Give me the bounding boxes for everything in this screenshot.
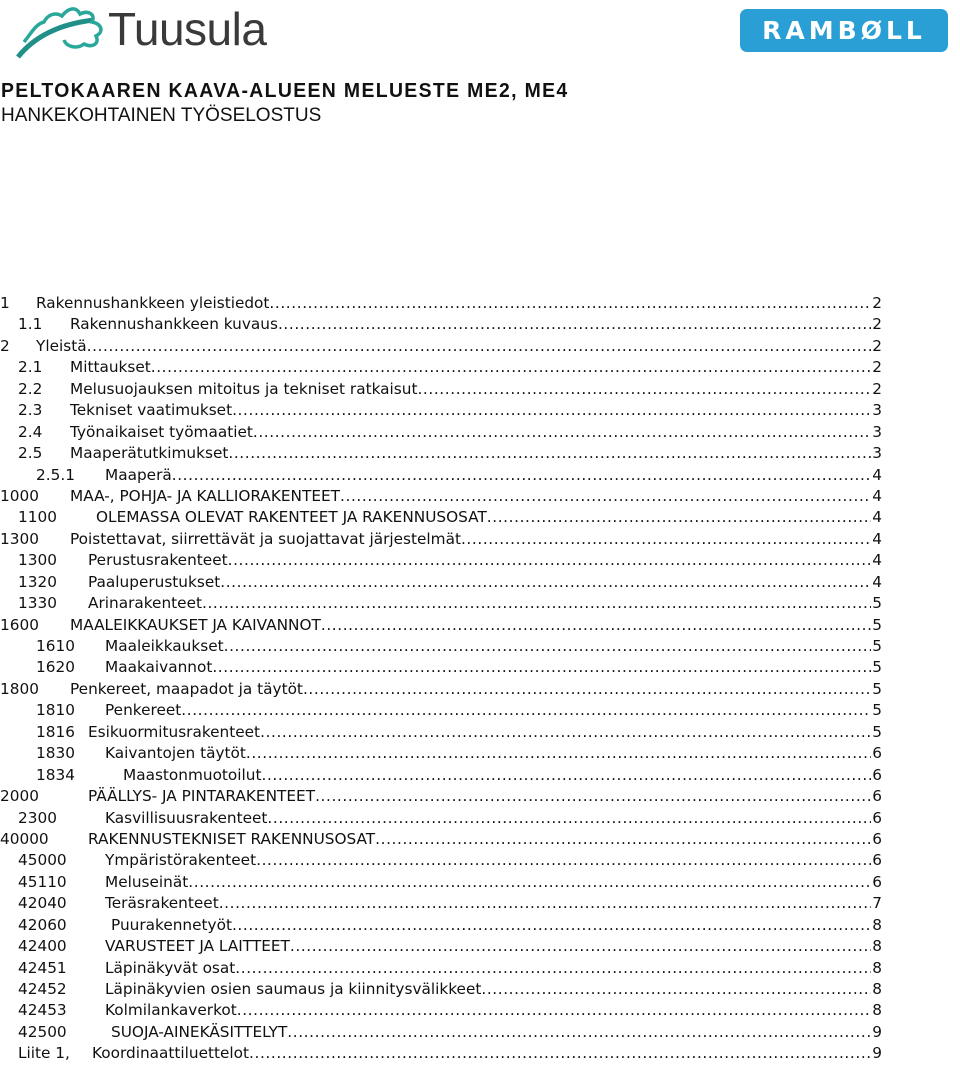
toc-entry-number: Liite 1, (18, 1044, 70, 1063)
toc-entry-title[interactable]: Työnaikaiset työmaatiet (70, 422, 253, 441)
toc-entry-number: 42400 (18, 937, 67, 956)
toc-entry-page: 6 (872, 744, 882, 763)
toc-entry-title[interactable]: SUOJA-AINEKÄSITTELYT (111, 1022, 288, 1041)
toc-entry-page: 6 (872, 787, 882, 806)
dot-leader (260, 722, 871, 743)
toc-entry-page: 8 (872, 915, 882, 934)
toc-entry-number: 40000 (0, 829, 49, 848)
dot-leader (461, 529, 871, 550)
dot-leader (321, 615, 871, 636)
toc-entry-title[interactable]: PÄÄLLYS- JA PINTARAKENTEET (88, 787, 316, 806)
dot-leader (375, 829, 871, 850)
toc-entry[interactable] (0, 293, 882, 314)
toc-entry-number: 42452 (18, 980, 67, 998)
toc-entry-page: 6 (872, 851, 882, 870)
dot-leader (237, 1000, 872, 1021)
dot-leader (87, 336, 872, 357)
document-subtitle: HANKEKOHTAINEN TYÖSELOSTUS (1, 105, 322, 126)
dot-leader (232, 915, 871, 936)
toc-entry[interactable] (0, 657, 882, 678)
dot-leader (481, 979, 871, 1000)
toc-entry-number: 1320 (18, 572, 57, 591)
toc-entry-title[interactable]: Läpinäkyvät osat (105, 958, 236, 977)
toc-entry[interactable] (0, 422, 882, 443)
toc-entry-title[interactable]: RAKENNUSTEKNISET RAKENNUSOSAT (88, 829, 376, 848)
toc-entry-page: 6 (872, 829, 882, 848)
toc-entry-number: 2.5.1 (36, 465, 75, 484)
toc-entry-number: 2.5 (18, 444, 43, 463)
table-of-contents (0, 293, 882, 1065)
toc-entry-page: 8 (872, 1001, 882, 1020)
toc-entry-number: 1834 (36, 765, 75, 784)
toc-entry[interactable] (0, 379, 882, 400)
toc-entry-page: 5 (872, 722, 882, 741)
dot-leader (315, 786, 871, 807)
toc-entry-number: 45110 (18, 872, 67, 891)
toc-entry-number: 2300 (18, 808, 57, 827)
dot-leader (417, 379, 871, 400)
toc-entry-number: 1610 (36, 637, 75, 655)
toc-entry-title[interactable]: OLEMASSA OLEVAT RAKENTEET JA RAKENNUSOSAT (96, 508, 487, 527)
toc-entry-page: 2 (872, 294, 882, 312)
toc-entry[interactable] (0, 743, 882, 764)
toc-entry-title[interactable]: Perustusrakenteet (88, 551, 228, 570)
toc-entry-page: 2 (872, 315, 882, 334)
toc-entry[interactable] (0, 636, 882, 657)
toc-entry-title[interactable]: Kasvillisuusrakenteet (105, 808, 268, 827)
toc-entry-number: 1000 (0, 486, 39, 505)
toc-entry-title[interactable]: Maastonmuotoilut (123, 765, 262, 784)
toc-entry[interactable] (0, 829, 882, 850)
toc-entry-title[interactable]: Mittaukset (70, 358, 151, 377)
toc-entry[interactable] (0, 979, 882, 1000)
toc-entry-page: 4 (872, 529, 882, 548)
toc-entry[interactable] (0, 679, 882, 700)
toc-entry-number: 1800 (0, 679, 39, 698)
toc-entry[interactable] (0, 336, 882, 357)
toc-entry[interactable] (0, 400, 882, 421)
toc-entry-number: 2000 (0, 787, 39, 806)
toc-entry-number: 45000 (18, 851, 67, 870)
toc-entry-title[interactable]: Meluseinät (105, 872, 189, 891)
dot-leader (269, 293, 871, 314)
toc-entry-number: 1 (0, 294, 10, 312)
dot-leader (181, 700, 871, 721)
toc-entry[interactable] (0, 593, 882, 614)
toc-entry-title[interactable]: Teräsrakenteet (105, 894, 219, 913)
toc-entry-title[interactable]: Paaluperustukset (88, 572, 221, 591)
toc-entry[interactable] (0, 786, 882, 807)
toc-entry-page: 5 (872, 594, 882, 613)
toc-entry-title[interactable]: MAA-, POHJA- JA KALLIORAKENTEET (70, 486, 341, 505)
dot-leader (246, 743, 871, 764)
toc-entry-page: 3 (872, 444, 882, 463)
toc-entry-title[interactable]: Poistettavat, siirrettävät ja suojattavat järjestelmät (70, 529, 461, 548)
dot-leader (256, 850, 871, 871)
toc-entry-number: 1330 (18, 594, 57, 613)
toc-entry-title[interactable]: Maaleikkaukset (105, 637, 224, 655)
toc-entry-page: 5 (872, 615, 882, 634)
toc-entry-title[interactable]: Rakennushankkeen kuvaus (70, 315, 278, 334)
dot-leader (278, 314, 871, 335)
toc-entry[interactable] (0, 765, 882, 786)
toc-entry-number: 42500 (18, 1022, 67, 1041)
toc-entry[interactable] (0, 529, 882, 550)
toc-entry-number: 42451 (18, 958, 67, 977)
toc-entry[interactable] (0, 357, 882, 378)
toc-entry[interactable] (0, 850, 882, 871)
toc-entry[interactable] (0, 915, 882, 936)
dot-leader (228, 443, 871, 464)
dot-leader (340, 486, 871, 507)
toc-entry-page: 6 (872, 765, 882, 784)
toc-entry-page: 9 (872, 1044, 882, 1063)
toc-entry-page: 5 (872, 637, 882, 655)
toc-entry-page: 2 (872, 358, 882, 377)
toc-entry[interactable] (0, 1000, 882, 1021)
toc-entry[interactable] (0, 615, 882, 636)
toc-entry-number: 2 (0, 336, 10, 355)
dot-leader (232, 400, 871, 421)
toc-entry-title[interactable]: VARUSTEET JA LAITTEET (105, 937, 290, 956)
toc-entry-number: 42040 (18, 894, 67, 913)
toc-entry-title[interactable]: Tekniset vaatimukset (70, 401, 233, 420)
toc-entry-number: 1600 (0, 615, 39, 634)
dot-leader (212, 657, 871, 678)
toc-entry-number: 1830 (36, 744, 75, 763)
toc-entry-number: 42060 (18, 915, 67, 934)
dot-leader (202, 593, 871, 614)
toc-entry-page: 3 (872, 401, 882, 420)
toc-entry-title[interactable]: Kolmilankaverkot (105, 1001, 237, 1020)
toc-entry[interactable] (0, 722, 882, 743)
toc-entry-page: 3 (872, 422, 882, 441)
toc-entry-number: 1816 (36, 722, 75, 741)
toc-entry[interactable] (0, 572, 882, 593)
dot-leader (151, 357, 872, 378)
toc-entry[interactable] (0, 872, 882, 893)
toc-entry-title[interactable]: Arinarakenteet (88, 594, 202, 613)
toc-entry-title[interactable]: MAALEIKKAUKSET JA KAIVANNOT (70, 615, 321, 634)
toc-entry-number: 2.2 (18, 379, 43, 398)
dot-leader (253, 422, 871, 443)
toc-entry-title[interactable]: Maaperätutkimukset (70, 444, 229, 463)
toc-entry-page: 4 (872, 572, 882, 591)
toc-entry[interactable] (0, 936, 882, 957)
dot-leader (303, 679, 871, 700)
toc-entry-page: 5 (872, 658, 882, 677)
toc-entry-page: 2 (872, 379, 882, 398)
dot-leader (188, 872, 871, 893)
toc-entry[interactable] (0, 465, 882, 486)
toc-entry-title[interactable]: Koordinaattiluettelot (92, 1044, 250, 1063)
toc-entry-number: 1300 (18, 551, 57, 570)
toc-entry-title[interactable]: Esikuormitusrakenteet (88, 722, 261, 741)
toc-entry-title[interactable]: Yleistä (36, 336, 87, 355)
dot-leader (261, 765, 871, 786)
toc-entry-page: 8 (872, 958, 882, 977)
toc-entry[interactable] (0, 958, 882, 979)
toc-entry-page: 5 (872, 679, 882, 698)
toc-entry[interactable] (0, 550, 882, 571)
toc-entry-number: 2.4 (18, 422, 43, 441)
toc-entry-number: 1810 (36, 701, 75, 720)
toc-entry[interactable] (0, 1043, 882, 1064)
toc-entry-page: 8 (872, 980, 882, 998)
dot-leader (220, 572, 871, 593)
toc-entry-title[interactable]: Maaperä (105, 465, 172, 484)
toc-entry-page: 5 (872, 701, 882, 720)
toc-entry[interactable] (0, 314, 882, 335)
toc-entry-page: 9 (872, 1022, 882, 1041)
dot-leader (228, 550, 872, 571)
toc-entry[interactable] (0, 893, 882, 914)
toc-entry-number: 2.1 (18, 358, 43, 377)
toc-entry[interactable] (0, 443, 882, 464)
toc-entry-title[interactable]: Penkereet, maapadot ja täytöt (70, 679, 303, 698)
toc-entry[interactable] (0, 507, 882, 528)
toc-entry-page: 4 (872, 486, 882, 505)
toc-entry[interactable] (0, 808, 882, 829)
toc-entry-title[interactable]: Penkereet (105, 701, 182, 720)
toc-entry-page: 6 (872, 808, 882, 827)
dot-leader (267, 808, 871, 829)
toc-entry-number: 2.3 (18, 401, 43, 420)
toc-entry[interactable] (0, 700, 882, 721)
dot-leader (287, 1022, 871, 1043)
dot-leader (219, 893, 872, 914)
toc-entry-page: 4 (872, 465, 882, 484)
toc-entry-title[interactable]: Läpinäkyvien osien saumaus ja kiinnitysvälikkeet (105, 980, 482, 998)
toc-entry-page: 6 (872, 872, 882, 891)
dot-leader (249, 1043, 871, 1064)
tuusula-logo-text: Tuusula (108, 3, 267, 55)
toc-entry-page: 7 (872, 894, 882, 913)
toc-entry-title[interactable]: Puurakennetyöt (111, 915, 232, 934)
ramboll-logo: RAMBØLL (740, 9, 948, 52)
toc-entry-title[interactable]: Melusuojauksen mitoitus ja tekniset ratkaisut (70, 379, 418, 398)
document-title: PELTOKAAREN KAAVA-ALUEEN MELUESTE ME2, ME4 (1, 80, 569, 102)
toc-entry-number: 1620 (36, 658, 75, 677)
dot-leader (290, 936, 871, 957)
toc-entry-page: 4 (872, 508, 882, 527)
toc-entry-number: 1300 (0, 529, 39, 548)
toc-entry[interactable] (0, 486, 882, 507)
toc-entry-number: 42453 (18, 1001, 67, 1020)
toc-entry-page: 8 (872, 937, 882, 956)
dot-leader (172, 465, 872, 486)
dot-leader (487, 507, 871, 528)
dot-leader (224, 636, 872, 657)
toc-entry-title[interactable]: Kaivantojen täytöt (105, 744, 246, 763)
toc-entry-number: 1100 (18, 508, 57, 527)
toc-entry-number: 1.1 (18, 315, 43, 334)
toc-entry-title[interactable]: Ympäristörakenteet (105, 851, 257, 870)
toc-entry-page: 2 (872, 336, 882, 355)
toc-entry-page: 4 (872, 551, 882, 570)
toc-entry-title[interactable]: Maakaivannot (105, 658, 213, 677)
toc-entry[interactable] (0, 1022, 882, 1043)
dot-leader (235, 958, 871, 979)
toc-entry-title[interactable]: Rakennushankkeen yleistiedot (36, 294, 270, 312)
